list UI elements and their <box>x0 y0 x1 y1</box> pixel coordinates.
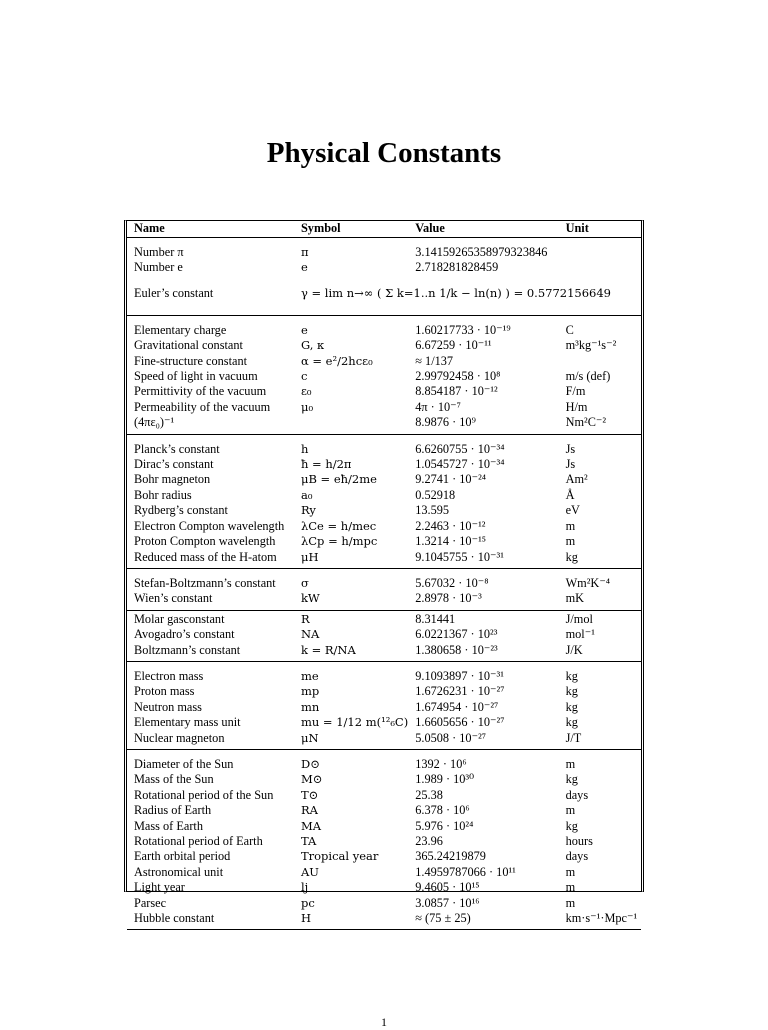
cell-unit: m <box>565 518 576 533</box>
cell-name: Number π <box>134 245 184 259</box>
cell-symbol: R <box>300 611 310 626</box>
constant-group <box>127 315 641 434</box>
table-row <box>127 684 641 699</box>
table-row <box>127 369 641 384</box>
cell-value: 8.9876 · 10⁹ <box>415 415 476 430</box>
cell-symbol <box>294 415 408 434</box>
cell-value: 1.6605656 · 10⁻²⁷ <box>415 715 505 730</box>
cell-name: Neutron mass <box>134 699 202 714</box>
cell-name: Mass of the Sun <box>134 772 214 787</box>
cell-value: 1392 · 10⁶ <box>415 756 467 771</box>
cell-value: 9.1045755 · 10⁻³¹ <box>415 549 504 564</box>
cell-name: Rotational period of the Sun <box>134 787 274 802</box>
cell-symbol: lj <box>300 880 309 895</box>
constant-group <box>127 610 641 661</box>
table-row <box>127 627 641 642</box>
column-header-value: Value <box>408 221 558 238</box>
cell-value: 9.4605 · 10¹⁵ <box>415 880 480 895</box>
column-header-symbol: Symbol <box>294 221 408 238</box>
cell-unit: Å <box>565 487 575 502</box>
cell-unit: kg <box>565 549 578 564</box>
cell-name: Earth orbital period <box>134 849 231 864</box>
cell-name: Elementary charge <box>134 322 227 337</box>
table-row <box>127 238 641 261</box>
cell-name: Speed of light in vacuum <box>134 369 258 384</box>
cell-unit: C <box>565 322 574 337</box>
cell-value: 1.0545727 · 10⁻³⁴ <box>415 457 505 472</box>
cell-unit: F/m <box>565 384 586 399</box>
cell-value: 2.8978 · 10⁻³ <box>415 591 482 606</box>
cell-value: 1.4959787066 · 10¹¹ <box>415 864 516 879</box>
cell-value: 1.380658 · 10⁻²³ <box>415 642 498 657</box>
cell-unit: H/m <box>565 399 588 414</box>
table-row <box>127 911 641 930</box>
cell-symbol: AU <box>300 864 319 879</box>
table-row <box>127 503 641 518</box>
column-header-unit: Unit <box>559 221 641 238</box>
table-row <box>127 749 641 772</box>
cell-name: Reduced mass of the H-atom <box>134 549 277 564</box>
constant-group <box>127 238 641 316</box>
table-row <box>127 896 641 911</box>
cell-symbol: H <box>300 911 311 926</box>
cell-name: Mass of Earth <box>134 818 203 833</box>
cell-symbol: MA <box>300 818 322 833</box>
cell-value: 4π · 10⁻⁷ <box>415 399 461 414</box>
table-row <box>127 880 641 895</box>
cell-value: 1.3214 · 10⁻¹⁵ <box>415 534 487 549</box>
cell-value: 2.2463 · 10⁻¹² <box>415 518 486 533</box>
table-row <box>127 276 641 316</box>
cell-name: Parsec <box>134 895 167 910</box>
cell-unit: m <box>565 756 576 771</box>
cell-value: 1.989 · 10³⁰ <box>415 772 475 787</box>
cell-name: Light year <box>134 880 185 895</box>
cell-unit: km·s⁻¹·Mpc⁻¹ <box>565 911 638 926</box>
table-row <box>127 849 641 864</box>
cell-value: 3.0857 · 10¹⁶ <box>415 895 480 910</box>
cell-value: 2.99792458 · 10⁸ <box>415 369 501 384</box>
cell-value: 23.96 <box>415 834 443 848</box>
cell-symbol: e <box>300 260 308 275</box>
cell-name: Nuclear magneton <box>134 730 225 745</box>
cell-symbol: c <box>300 369 308 384</box>
constants-table <box>127 221 641 930</box>
table-row <box>127 260 641 275</box>
cell-symbol: G, κ <box>300 338 325 353</box>
table-row <box>127 610 641 627</box>
cell-unit: J/T <box>565 730 582 745</box>
table-row <box>127 643 641 662</box>
cell-symbol: D⊙ <box>300 756 320 771</box>
cell-unit: m <box>565 803 576 818</box>
cell-unit: days <box>565 787 589 802</box>
header-row <box>127 221 641 238</box>
table-row <box>127 568 641 591</box>
cell-value: ≈ 1/137 <box>415 353 454 368</box>
cell-unit: m <box>565 895 576 910</box>
table-row <box>127 415 641 434</box>
cell-value: 0.52918 <box>415 487 456 502</box>
cell-value: 25.38 <box>415 787 443 802</box>
cell-symbol: mu = 1/12 m(¹²₆C) <box>300 715 409 730</box>
cell-symbol: T⊙ <box>300 787 319 802</box>
table-row <box>127 534 641 549</box>
cell-unit: kg <box>565 715 578 730</box>
cell-unit: mol⁻¹ <box>565 627 595 642</box>
cell-unit: Js <box>565 457 576 472</box>
table-row <box>127 788 641 803</box>
cell-unit <box>559 238 641 261</box>
cell-name: Fine-structure constant <box>134 353 248 368</box>
cell-unit <box>559 354 641 369</box>
table-header <box>127 221 641 238</box>
cell-name: Permittivity of the vacuum <box>134 384 267 399</box>
table-row <box>127 550 641 569</box>
cell-unit: m/s (def) <box>565 369 611 384</box>
cell-name: Proton Compton wavelength <box>134 534 276 549</box>
cell-symbol: μH <box>300 549 319 564</box>
cell-symbol: h <box>300 441 309 456</box>
cell-unit: kg <box>565 772 578 787</box>
cell-name: Number e <box>134 260 183 275</box>
cell-symbol: μ₀ <box>300 399 314 414</box>
cell-symbol: a₀ <box>300 487 313 502</box>
cell-name: Diameter of the Sun <box>134 756 234 771</box>
cell-unit <box>559 260 641 275</box>
column-header-name: Name <box>127 221 294 238</box>
cell-symbol: k = R/NA <box>300 642 356 657</box>
table-row <box>127 700 641 715</box>
cell-name: Wien’s constant <box>134 591 213 606</box>
cell-symbol: M⊙ <box>300 772 323 787</box>
cell-symbol: ħ = h/2π <box>300 457 352 472</box>
cell-name: Planck’s constant <box>134 441 220 456</box>
cell-name: Euler’s constant <box>134 286 214 301</box>
cell-unit: m <box>565 880 576 895</box>
cell-symbol: e <box>300 322 308 337</box>
cell-name: Proton mass <box>134 684 195 699</box>
cell-symbol: μN <box>300 730 319 745</box>
page-number: 1 <box>381 1015 387 1029</box>
cell-unit: m³kg⁻¹s⁻² <box>565 338 617 353</box>
constant-group <box>127 568 641 610</box>
cell-symbol: NA <box>300 627 320 642</box>
cell-value: 8.31441 <box>415 611 456 626</box>
cell-value: 13.595 <box>415 503 450 518</box>
cell-symbol: kW <box>300 591 320 606</box>
cell-name: Hubble constant <box>134 911 215 926</box>
page-title: Physical Constants <box>266 137 502 169</box>
constant-group <box>127 434 641 568</box>
table-row <box>127 591 641 610</box>
cell-value: 6.67259 · 10⁻¹¹ <box>415 338 492 353</box>
cell-value: 6.0221367 · 10²³ <box>415 627 498 642</box>
cell-symbol: α = e²/2hcε₀ <box>300 353 373 368</box>
cell-name: Boltzmann’s constant <box>134 642 241 657</box>
cell-unit: Js <box>565 441 576 456</box>
cell-value: 9.1093897 · 10⁻³¹ <box>415 668 504 683</box>
cell-unit: Wm²K⁻⁴ <box>565 575 611 590</box>
cell-value: 5.0508 · 10⁻²⁷ <box>415 730 487 745</box>
table-row <box>127 354 641 369</box>
cell-name: Permeability of the vacuum <box>134 399 271 414</box>
cell-unit: kg <box>565 818 578 833</box>
table-row <box>127 834 641 849</box>
cell-value: 9.2741 · 10⁻²⁴ <box>415 472 487 487</box>
cell-value: 1.60217733 · 10⁻¹⁹ <box>415 322 511 337</box>
cell-name: (4πε₀)⁻¹ <box>134 415 175 430</box>
table-row <box>127 400 641 415</box>
cell-unit: mK <box>565 591 585 606</box>
cell-name: Elementary mass unit <box>134 715 241 730</box>
table-row <box>127 472 641 487</box>
cell-unit: Am² <box>565 472 588 487</box>
cell-symbol: λCe = h/mec <box>300 518 377 533</box>
cell-name: Electron mass <box>134 668 204 683</box>
constant-group <box>127 749 641 929</box>
table-row <box>127 661 641 684</box>
cell-name: Electron Compton wavelength <box>134 518 285 533</box>
cell-unit: kg <box>565 699 578 714</box>
cell-unit: J/K <box>565 642 583 657</box>
cell-symbol: me <box>300 668 319 683</box>
table-row <box>127 803 641 818</box>
cell-symbol: mp <box>300 684 320 699</box>
cell-value: 5.976 · 10²⁴ <box>415 818 474 833</box>
cell-symbol: TA <box>300 834 317 848</box>
table-row <box>127 772 641 787</box>
cell-unit: J/mol <box>565 611 593 626</box>
table-row <box>127 819 641 834</box>
cell-unit: days <box>565 849 589 864</box>
cell-name: Rydberg’s constant <box>134 503 228 518</box>
table-row <box>127 434 641 457</box>
cell-name: Dirac’s constant <box>134 457 214 472</box>
cell-unit: eV <box>565 503 580 518</box>
cell-unit: Nm²C⁻² <box>565 415 607 430</box>
cell-unit: hours <box>565 834 593 848</box>
table-row <box>127 488 641 503</box>
cell-symbol: pc <box>300 895 315 910</box>
table-row <box>127 715 641 730</box>
cell-symbol: π <box>300 245 309 259</box>
cell-symbol: Tropical year <box>300 849 379 864</box>
cell-symbol: Ry <box>300 503 316 518</box>
cell-name: Bohr magneton <box>134 472 211 487</box>
table-row <box>127 457 641 472</box>
cell-unit: m <box>565 534 576 549</box>
cell-unit: kg <box>565 684 578 699</box>
table-row <box>127 519 641 534</box>
table-row <box>127 315 641 338</box>
cell-name: Astronomical unit <box>134 864 224 879</box>
cell-value: 6.6260755 · 10⁻³⁴ <box>415 441 505 456</box>
constant-group <box>127 661 641 749</box>
cell-name: Radius of Earth <box>134 803 212 818</box>
cell-symbol: σ <box>300 575 309 590</box>
cell-symbol: mn <box>300 699 320 714</box>
cell-value: ≈ (75 ± 25) <box>415 911 471 926</box>
cell-symbol: ε₀ <box>300 384 312 399</box>
cell-symbol: γ = lim n→∞ ( Σ k=1..n 1/k − ln(n) ) = 0.5772156649 <box>300 286 612 301</box>
cell-value: 365.24219879 <box>415 849 486 864</box>
cell-name: Bohr radius <box>134 487 192 502</box>
cell-symbol: μB = eħ/2me <box>300 472 377 487</box>
cell-value: 1.674954 · 10⁻²⁷ <box>415 699 499 714</box>
cell-value: 8.854187 · 10⁻¹² <box>415 384 498 399</box>
cell-value: 6.378 · 10⁶ <box>415 803 470 818</box>
cell-value: 5.67032 · 10⁻⁸ <box>415 575 489 590</box>
cell-value: 2.718281828459 <box>415 260 499 275</box>
cell-symbol: λCp = h/mpc <box>300 534 378 549</box>
cell-value: 1.6726231 · 10⁻²⁷ <box>415 684 505 699</box>
cell-name: Avogadro’s constant <box>134 627 235 642</box>
cell-unit: kg <box>565 668 578 683</box>
table-row <box>127 865 641 880</box>
cell-unit: m <box>565 864 576 879</box>
cell-name: Rotational period of Earth <box>134 834 263 848</box>
table-row <box>127 731 641 750</box>
cell-name: Gravitational constant <box>134 338 243 353</box>
cell-name: Stefan-Boltzmann’s constant <box>134 575 276 590</box>
cell-name: Molar gasconstant <box>134 611 225 626</box>
table-row <box>127 338 641 353</box>
cell-value: 3.14159265358979323846 <box>415 245 548 259</box>
table-row <box>127 384 641 399</box>
cell-symbol: RA <box>300 803 318 818</box>
